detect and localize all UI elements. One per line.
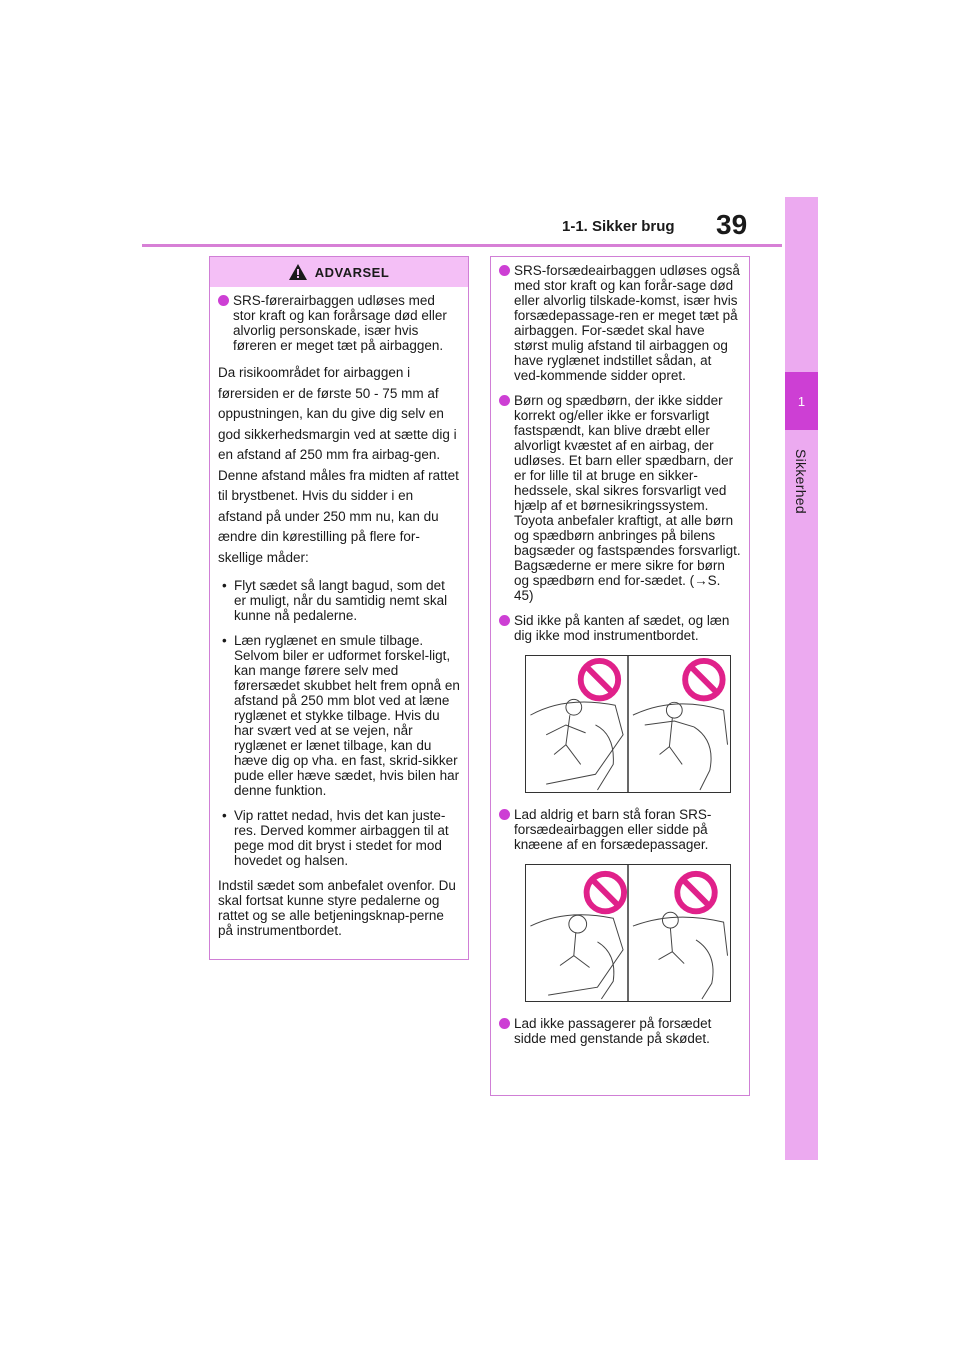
prohibition-icon: [581, 661, 618, 698]
warning-paragraph: Da risikoområdet for airbaggen i førersiden er de første 50 - 75 mm af oppustningen, kan du give dig selv en god sikkerhedsmargin ved at sætte dig i en afstand af 250 mm fra airbag-gen. Denne afstand måles fra midten af rattet til brystbenet. Hvis du sidder i en afstand på under 250 mm nu, kan du ændre din kørestilling på flere for-skellige måder:: [218, 365, 459, 565]
bullet-dot: [499, 395, 510, 406]
sub-item-text: Flyt sædet så langt bagud, som det er muligt, når du samtidig nemt skal kunne nå pedalerne.: [234, 578, 448, 623]
list-item: [499, 807, 741, 852]
warning-continued-body: [491, 257, 749, 1046]
section-title: 1-1. Sikker brug: [562, 218, 675, 235]
warning-paragraph: Indstil sædet som anbefalet ovenfor. Du skal fortsat kunne styre pedalerne og rattet og se alle betjeningsknap-perne på instrumentbordet.: [218, 878, 456, 938]
list-item: [218, 293, 460, 353]
warning-bullet-text: SRS-førerairbaggen udløses med stor kraft og kan forårsage død eller alvorlig personskade, især hvis føreren er meget tæt på airbaggen.: [233, 293, 447, 353]
chapter-number: 1: [785, 372, 818, 430]
prohibition-icon: [677, 874, 714, 911]
illustration-drawing: [526, 656, 730, 792]
list-item: • Læn ryglænet en smule tilbage. Selvom biler er udformet forskel-ligt, kan mange førere selv med førersædet skubbet helt frem opnå en afstand på 250 mm blot ved at læne ryglænet et stykke tilbage. Hvis du har svært ved at se vejen, når ryglænet er lænet tilbage, kan du hæve dig op vha. en fast, skrid-sikker pude eller hæve sædet, hvis bilen har denne funktion.: [222, 633, 460, 798]
list-item: • Flyt sædet så langt bagud, som det er muligt, når du samtidig nemt skal kunne nå pedalerne.: [222, 578, 460, 623]
warning-title: ADVARSEL: [314, 264, 390, 280]
list-item: [499, 613, 741, 643]
bullet-text: Lad aldrig et barn stå foran SRS-forsædeairbaggen eller sidde på knæene af en forsædepassager.: [514, 807, 712, 852]
warning-triangle-icon: [289, 264, 307, 280]
warning-header: [210, 257, 468, 287]
bullet-text: Børn og spædbørn, der ikke sidder korrekt og/eller ikke er forsvarligt fastspændt, kan blive dræbt eller alvorligt kvæstet af en airbag, der udløses. Et barn eller spædbarn, der er for lille til at bruge en sikker-hedssele, skal sikres forsvarligt ved hjælp af et børnesikringssystem. Toyota anbefaler kraftigt, at alle børn og spædbørn anbringes på bilens bagsæder og fastspændes forsvarligt. Bagsæderne er mere sikre for børn og spædbørn end for-sædet. (→S. 45): [514, 393, 741, 603]
list-item: • Vip rattet nedad, hvis det kan juste-res. Derved kommer airbaggen til at pege mod dit bryst i stedet for mod hovedet og halsen.: [222, 808, 460, 868]
list-item: [499, 1016, 741, 1046]
bullet-text: Sid ikke på kanten af sædet, og læn dig ikke mod instrumentbordet.: [514, 613, 730, 643]
list-item: [499, 393, 741, 603]
chapter-side-tab[interactable]: [785, 197, 818, 1160]
bullet-dot: [499, 809, 510, 820]
bullet-dot: [499, 1018, 510, 1029]
bullet-text: SRS-forsædeairbaggen udløses også med stor kraft og kan forår-sage død eller alvorlig tilskade-komst, især hvis forsædepassage-ren er meget tæt på airbaggen. For-sædet skal have størst mulig afstand til airbaggen og have ryglænet indstillet sådan, at ved-kommende sidder opret.: [514, 263, 740, 383]
prohibition-icon: [685, 661, 722, 698]
warning-box: [209, 256, 469, 960]
page-number: 39: [716, 209, 748, 240]
prohibition-icon: [587, 874, 624, 911]
warning-continued-box: [490, 256, 750, 1096]
header-rule: [142, 244, 782, 247]
illustration-sitting-on-edge: [525, 655, 731, 793]
illustration-child-in-front-seat: [525, 864, 731, 1002]
sub-item-text: Læn ryglænet en smule tilbage. Selvom biler er udformet forskel-ligt, kan mange førere selv med førersædet skubbet helt frem opnå en afstand på 250 mm blot ved at læne ryglænet et stykke tilbage. Hvis du har svært ved at se vejen, når ryglænet er lænet tilbage, kan du hæve dig op vha. en fast, skrid-sikker pude eller hæve sædet, hvis bilen har denne funktion.: [234, 633, 460, 798]
warning-body: [210, 287, 468, 938]
chapter-label: Sikkerhed: [793, 449, 809, 514]
list-item: [499, 263, 741, 383]
bullet-dot: [499, 615, 510, 626]
bullet-dot: [499, 265, 510, 276]
illustration-drawing: [526, 865, 730, 1001]
bullet-dot: [218, 295, 229, 306]
sub-item-text: Vip rattet nedad, hvis det kan juste-res. Derved kommer airbaggen til at pege mod dit bryst i stedet for mod hovedet og halsen.: [234, 808, 449, 868]
bullet-text: Lad ikke passagerer på forsædet sidde med genstande på skødet.: [514, 1016, 712, 1046]
